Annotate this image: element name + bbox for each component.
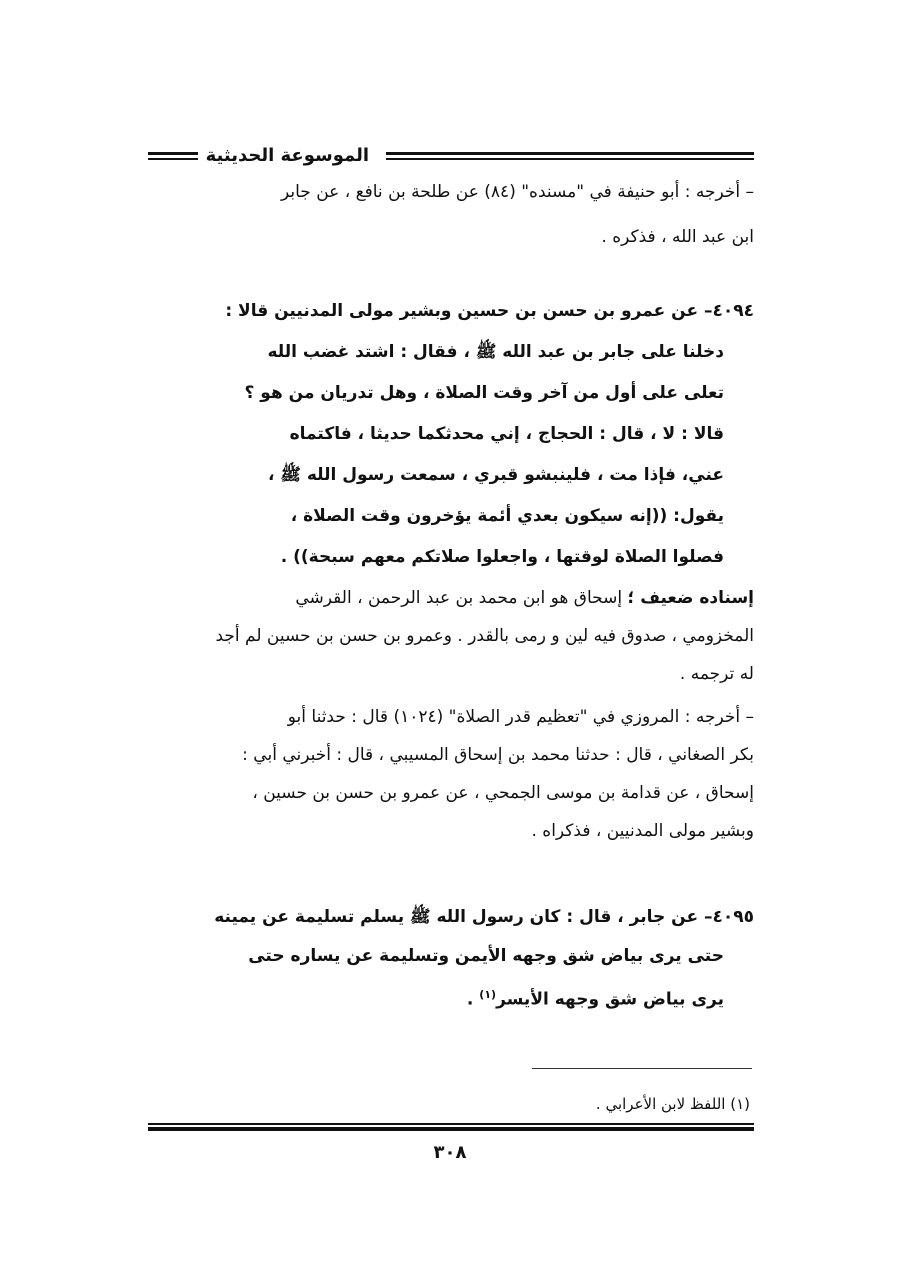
header-rule-right [386, 152, 754, 160]
hadith-line: حتى يرى بياض شق وجهه الأيمن وتسليمة عن يساره حتى [248, 946, 724, 966]
footnote-reference[interactable]: (١) [479, 988, 497, 1001]
text-line: – أخرجه : أبو حنيفة في "مسنده" (٨٤) عن طلحة بن نافع ، عن جابر [281, 182, 754, 202]
isnad-text: إسحاق هو ابن محمد بن عبد الرحمن ، القرشي [295, 588, 628, 608]
isnad-block [144, 586, 754, 686]
text-line: له ترجمه . [679, 664, 754, 684]
text-line: وبشير مولى المدنيين ، فذكراه . [531, 821, 754, 841]
hadith-text: يرى بياض شق وجهه الأيسر [496, 989, 724, 1010]
text-line: المخزومي ، صدوق فيه لين و رمى بالقدر . وعمرو بن حسن بن حسين لم أجد [215, 626, 754, 646]
footnote-separator [532, 1068, 752, 1069]
takhrij-block-2 [144, 705, 754, 855]
text-line: ابن عبد الله ، فذكره . [601, 227, 754, 247]
hadith-line [467, 983, 724, 1012]
running-header [148, 143, 754, 173]
hadith-4094 [144, 299, 754, 569]
hadith-line: دخلنا على جابر بن عبد الله ﷺ ، فقال : اشتد غضب الله [267, 342, 724, 362]
text-line: إسحاق ، عن قدامة بن موسى الجمحي ، عن عمرو بن حسن بن حسين ، [252, 783, 754, 803]
takhrij-block-1 [144, 180, 754, 250]
isnad-grade: إسناده ضعيف ؛ [627, 588, 754, 608]
text-line: – أخرجه : المروزي في "تعظيم قدر الصلاة" (١٠٢٤) قال : حدثنا أبو [287, 707, 754, 727]
hadith-text-end: . [466, 989, 480, 1010]
hadith-line: قالا : لا ، قال : الحجاج ، إني محدثكما حديثا ، فاكتماه [289, 424, 724, 444]
bottom-rule [148, 1123, 754, 1131]
hadith-line: يقول: ((إنه سيكون بعدي أئمة يؤخرون وقت الصلاة ، [290, 506, 724, 526]
header-rule-left [148, 152, 198, 160]
hadith-line: تعلى على أول من آخر وقت الصلاة ، وهل تدريان من هو ؟ [244, 383, 724, 403]
hadith-line: فصلوا الصلاة لوقتها ، واجعلوا صلاتكم معهم سبحة)) . [280, 547, 724, 567]
text-line: بكر الصغاني ، قال : حدثنا محمد بن إسحاق المسيبي ، قال : أخبرني أبي : [242, 745, 754, 765]
hadith-line: ٤٠٩٤– عن عمرو بن حسن بن حسين وبشير مولى المدنيين قالا : [225, 301, 754, 321]
isnad-line-1 [295, 586, 754, 610]
header-title: الموسوعة الحديثية [205, 145, 369, 166]
hadith-line: ٤٠٩٥– عن جابر ، قال : كان رسول الله ﷺ يسلم تسليمة عن يمينه [214, 907, 754, 927]
hadith-4095 [144, 905, 754, 1015]
footnote: (١) اللفظ لابن الأعرابي . [595, 1095, 750, 1113]
hadith-line: عني، فإذا مت ، فلينبشو قبري ، سمعت رسول الله ﷺ ، [268, 465, 724, 485]
page-number: ٣٠٨ [433, 1142, 467, 1163]
